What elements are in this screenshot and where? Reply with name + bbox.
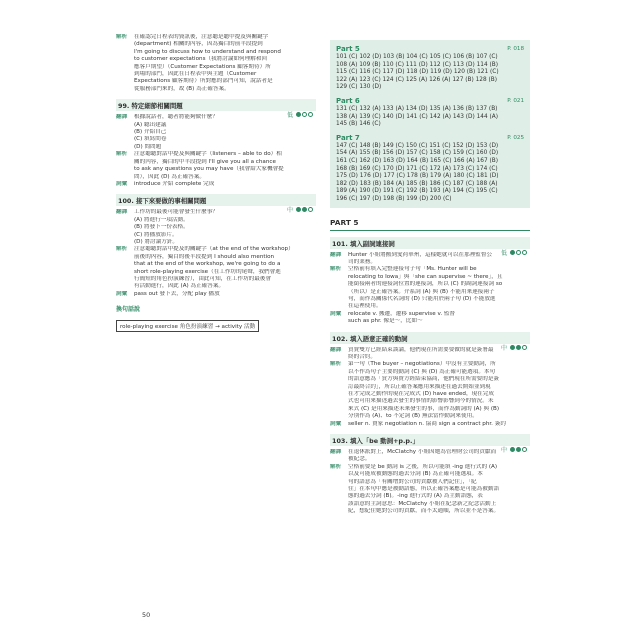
difficulty-dot (296, 112, 301, 117)
line-text: 的語意應為「買方與賣方經結束協商，他們現在所需要的是簽 (348, 376, 500, 383)
line-text: 行簡短的角色扮演練習），由此可知，在工作坊的最後會 (134, 275, 272, 282)
line-label: 解析 (116, 246, 128, 253)
line-label: 翻譯 (330, 449, 342, 456)
text-line (330, 406, 530, 413)
text-line (116, 129, 316, 136)
question-101-body (330, 249, 530, 326)
line-text: 司的業務。 (348, 258, 376, 265)
difficulty-dot (302, 112, 307, 117)
text-line (116, 151, 316, 158)
answer-key-box (330, 40, 530, 208)
difficulty-indicator (287, 197, 313, 216)
line-text: 注意聽聽對話中提及的關鍵字（at the end of the workshop） (134, 246, 294, 253)
difficulty-dot (510, 345, 515, 350)
line-text: 態的過去分詞 (B)。-ing 進行式的 (A) 為主動語態，表 (348, 493, 483, 500)
text-line (330, 413, 530, 420)
answer-part-header (336, 44, 524, 54)
line-text: 以不作為句子主要的動詞 (C) 與 (D) 為正確可能選項。本句 (348, 368, 496, 375)
line-text: (department) 相關的內容，因為獨白的前半段提到 (134, 41, 263, 48)
line-text: 應客戶期望）（Customer Expectations 顧客期待）所 (134, 63, 271, 70)
text-line (116, 181, 316, 188)
question-title: 99. 特定細節相關問題 (118, 102, 183, 111)
answer-line: 154 (A) 155 (B) 156 (D) 157 (C) 158 (C) 159 (C) 160 (D) (336, 150, 499, 157)
line-text: 第一句（The buyer – negotiations）中沒有主要動詞，所 (348, 361, 496, 368)
part5-title: PART 5 (330, 217, 359, 227)
answer-line: 131 (C) 132 (A) 133 (A) 134 (D) 135 (A) 136 (B) 137 (B) (336, 105, 498, 112)
answer-line: 101 (C) 102 (D) 103 (B) 104 (C) 105 (C) 106 (B) 107 (C) (336, 54, 498, 60)
line-text: introduce 介紹 complete 完成 (134, 180, 215, 187)
answer-part-page: P. 021 (507, 97, 524, 104)
question-title: 100. 接下來要做的事相關問題 (118, 197, 207, 206)
text-line (330, 281, 530, 288)
text-line (330, 289, 530, 296)
answer-line: 138 (A) 139 (C) 140 (D) 141 (C) 142 (A) 143 (D) 144 (A) (336, 113, 498, 120)
line-text: 到場的部門，因此在日程表中與主題（Customer (134, 71, 257, 78)
text-line (330, 361, 530, 368)
line-label: 詞彙 (330, 310, 342, 317)
text-line (116, 166, 316, 173)
answer-line: 145 (B) 146 (C) (336, 121, 381, 128)
line-label: 解析 (330, 361, 342, 368)
text-line (116, 291, 316, 298)
line-label: 解析 (116, 151, 128, 158)
text-line (116, 283, 316, 290)
line-text: pass out 發下去，分配 play 播放 (134, 290, 220, 297)
line-label: 解析 (330, 266, 342, 273)
difficulty-label: 低 (286, 112, 293, 120)
text-line (330, 501, 530, 508)
text-line (330, 259, 530, 266)
line-text: （所以）是正確答案。介系詞 (A) 與 (B) 不能用來連接兩子 (348, 288, 495, 295)
question-103-body (330, 449, 530, 516)
text-line (116, 276, 316, 283)
answer-line: 122 (A) 123 (C) 124 (C) 125 (A) 126 (A) 127 (B) 128 (B) (336, 76, 498, 83)
text-line (116, 86, 316, 93)
question-102-body (330, 344, 530, 428)
question-title: 101. 填入副詞連接詞 (332, 239, 395, 248)
text-line (116, 49, 316, 56)
line-text: 注意聽聽對話中提及與關鍵字（listeners – able to do）相 (134, 151, 282, 158)
answer-part-name: Part 7 (336, 133, 360, 142)
line-text: 問），因此 (D) 為正確答案。 (134, 173, 205, 180)
answer-line: 189 (A) 190 (D) 191 (C) 192 (B) 193 (A) 194 (C) 195 (C) (336, 188, 498, 195)
line-text: 往」在本句中應是被動語態，所以正確答案應是可能為被動語 (348, 486, 500, 493)
text-line (330, 369, 530, 376)
answer-line: 175 (D) 176 (D) 177 (C) 178 (B) 179 (A) 180 (C) 181 (D) (336, 173, 499, 180)
text-line (330, 274, 530, 281)
text-line (330, 384, 530, 391)
line-label: 解析 (330, 463, 342, 470)
text-line (116, 159, 316, 166)
answer-line: 115 (C) 116 (C) 117 (D) 118 (D) 119 (D) 120 (B) 121 (C) (336, 69, 499, 76)
line-text: (C) 將播放影片。 (134, 231, 178, 238)
text-line (330, 464, 530, 471)
line-text: seller n. 賣家 negotiation n. 協商 sign a contract phr. 簽約 (348, 420, 506, 427)
line-text: 關的內容，獨白的中半段提到 I'll give you all a chance (134, 158, 276, 165)
text-line (330, 508, 530, 515)
text-line (116, 122, 316, 129)
answer-part-header (336, 133, 524, 143)
line-text: 紀，想紀住她對公司的貢獻，而不太通順，所以並不是答案。 (348, 508, 500, 515)
line-text: (D) 將討論方針。 (134, 238, 179, 245)
text-line (116, 261, 316, 268)
text-line (116, 56, 316, 63)
line-label: 翻譯 (116, 114, 128, 121)
difficulty-label: 中 (500, 344, 507, 352)
text-line (330, 471, 530, 478)
text-line (330, 493, 530, 500)
text-line (116, 217, 316, 224)
text-line (116, 71, 316, 78)
text-line (330, 311, 530, 318)
text-line (330, 479, 530, 486)
paraphrase-title: 換句話說 (116, 306, 141, 314)
answer-part-header (336, 96, 524, 106)
line-text: 工作坊的最後可能會發生什麼事？ (134, 209, 218, 216)
text-line (330, 456, 530, 463)
line-text: 在退休派對上，McClatchy 小姐因她為管理財公司的貢獻而 (348, 449, 497, 456)
difficulty-dot (516, 447, 521, 452)
answer-line: 108 (A) 109 (B) 110 (C) 111 (D) 112 (C) 113 (D) 114 (B) (336, 61, 499, 68)
line-text: 該語意的主詞意思：McClatchy 小姐在紀念新之紀念活動上 (348, 500, 497, 507)
text-line (116, 174, 316, 181)
right-column (330, 40, 530, 516)
difficulty-dot (510, 447, 515, 452)
answer-line: 182 (D) 183 (B) 184 (A) 185 (B) 186 (C) 187 (C) 188 (A) (336, 180, 498, 187)
difficulty-dot (302, 207, 307, 212)
line-text: 在這裡使用。 (348, 303, 382, 310)
difficulty-dot (516, 345, 521, 350)
difficulty-dot (522, 447, 527, 452)
page-number: 50 (142, 611, 151, 619)
line-text: short role-playing exercise（在工作坊的尾聲，我們會進 (134, 268, 281, 275)
text-line (116, 136, 316, 143)
text-line (116, 246, 316, 253)
question-100-body (116, 209, 316, 298)
line-text: 買賣雙方已經結束談論，他們現在所需要要做的就是簽署最 (348, 346, 494, 353)
line-text: (B) 介紹自己 (134, 129, 167, 136)
line-text: 能銜接兩者的連接詞位置的連接詞，所以 (C) 的副詞連接詞 so (348, 281, 503, 288)
text-line (330, 486, 530, 493)
line-text: to ask any questions you may have（我會給大家機會提 (134, 166, 284, 173)
line-label: 詞彙 (330, 420, 342, 427)
text-line (330, 421, 530, 428)
line-text: 句，而作為關係代名詞的 (D) 只能用於兩子句 (D) 不能放進 (348, 295, 496, 302)
line-text: 在才完成之動作的現在完成式 (D) have ended，現在完成 (348, 391, 494, 397)
difficulty-dot (516, 250, 521, 255)
line-text: 前後的內容，獨白的後半段提到 I should also mention (134, 253, 275, 260)
line-label: 解析 (116, 34, 128, 40)
line-text: 訂最終合約」，所以正確答案應用來描述在過去開始並到現 (348, 383, 491, 390)
text-line (116, 64, 316, 71)
question-99-body (116, 114, 316, 188)
line-text: 終的合約。 (348, 353, 376, 360)
left-column (116, 34, 316, 332)
line-text: 分別作為 (A)、to 不定詞 (B) 無法當作動詞來使用。 (348, 413, 478, 420)
text-line (116, 41, 316, 48)
text-line (330, 376, 530, 383)
answer-part-name: Part 5 (336, 45, 360, 53)
answer-part-page: P. 018 (507, 46, 524, 52)
text-line (116, 254, 316, 261)
line-text: 被紀念。 (348, 456, 371, 463)
answer-part-name: Part 6 (336, 96, 360, 105)
text-line (330, 398, 530, 405)
explanation-block-98 (116, 34, 316, 93)
text-line (330, 318, 530, 325)
text-line (116, 144, 316, 151)
line-text: relocating to Iowa」與「she can supervise ~ there」，且 (348, 273, 503, 280)
text-line (116, 34, 316, 41)
text-line (116, 232, 316, 239)
text-line (330, 303, 530, 310)
line-text: I'm going to discuss how to understand and respond (134, 48, 281, 55)
part5-section-header (330, 218, 530, 231)
text-line (116, 239, 316, 246)
difficulty-indicator (287, 102, 313, 121)
line-label: 翻譯 (116, 209, 128, 216)
text-line (330, 354, 530, 361)
line-label: 詞彙 (116, 180, 128, 187)
line-text: 式也可用來描述過去發生的事情的影響影響到今的情況。未 (348, 398, 494, 405)
answer-line: 196 (C) 197 (D) 198 (B) 199 (D) 200 (C) (336, 195, 452, 202)
answer-part-page: P. 025 (507, 134, 524, 141)
line-text: 以及可能成被動態的過去分詞 (B) 為正確可能選項。本 (348, 471, 483, 478)
answer-line: 168 (B) 169 (C) 170 (D) 171 (C) 172 (A) 173 (C) 174 (C) (336, 165, 498, 172)
line-text: 句的語意為「有關增對公司的貢獻被人們記住」，「紀 (348, 478, 477, 485)
line-text: 有活動進行，因此 (A) 為正確答案。 (134, 283, 225, 290)
text-line (116, 224, 316, 231)
question-title: 102. 填入語意正確的動詞 (332, 334, 408, 343)
line-label: 翻譯 (330, 251, 342, 258)
difficulty-dot (296, 207, 301, 212)
line-text: (A) 聽出建議 (134, 121, 167, 128)
question-title: 103. 填入「be 動詞+p.p.」 (332, 437, 419, 446)
line-text: 從服務部門來的，故 (B) 為正確答案。 (134, 85, 230, 92)
line-text: such as phr. 像是～，比如～ (348, 318, 423, 325)
line-text: relocate v. 搬遷，遷移 supervise v. 監督 (348, 310, 456, 317)
line-label: 詞彙 (116, 290, 128, 297)
line-text: Hunter 小姐將搬到愛荷華州，這樣她就可以在那裡監督公 (348, 251, 493, 258)
line-text: 空格前要是 be 動詞 is 之後，所以可能填 -ing 進行式的 (A) (348, 463, 498, 470)
line-text: 根據說話者，聽者將能夠做什麼？ (134, 114, 218, 121)
line-text: (B) 將發下一份表格。 (134, 224, 189, 231)
line-label: 翻譯 (330, 346, 342, 353)
line-text: (D) 問問題 (134, 143, 162, 150)
difficulty-indicator (501, 437, 527, 456)
difficulty-dot (308, 112, 313, 117)
line-text: 來式 (C) 是用來描述未來發生的事，而作為動詞的 (A) 與 (B) (348, 405, 500, 412)
line-text: Expectations 顧客期待）所對應的部門可知，說話者是 (134, 78, 273, 85)
line-text: 空格前有填入完整連接句子句「Ms. Hunter will be (348, 266, 477, 273)
difficulty-label: 中 (500, 447, 507, 455)
line-text: (A) 將進行一項活動。 (134, 216, 189, 223)
answer-line: 129 (C) 130 (D) (336, 84, 382, 91)
paraphrase-box: role-playing exercise 角色扮演練習 → activity 活動 (116, 320, 259, 332)
line-text: to customer expectations（我將討論如何理解和回 (134, 56, 268, 63)
difficulty-dot (510, 250, 515, 255)
book-page (100, 34, 530, 624)
difficulty-label: 中 (286, 207, 293, 215)
line-text: (C) 填寫問卷 (134, 136, 167, 143)
difficulty-dot (522, 345, 527, 350)
difficulty-dot (522, 250, 527, 255)
difficulty-indicator (501, 240, 527, 259)
difficulty-label: 低 (500, 249, 507, 257)
answer-line: 147 (C) 148 (B) 149 (C) 150 (C) 151 (C) 152 (D) 153 (D) (336, 142, 499, 149)
line-text: that at the end of the workshop, we're going to do a (134, 261, 281, 268)
line-text: 在確認完日程表的資訊後，注意聽是聽中提及與關鍵字 (134, 34, 269, 40)
text-line (116, 78, 316, 85)
difficulty-indicator (501, 335, 527, 354)
text-line (330, 391, 530, 398)
text-line (330, 266, 530, 273)
difficulty-dot (308, 207, 313, 212)
answer-line: 161 (C) 162 (D) 163 (D) 164 (B) 165 (C) 166 (A) 167 (B) (336, 157, 499, 164)
text-line (116, 269, 316, 276)
text-line (330, 296, 530, 303)
